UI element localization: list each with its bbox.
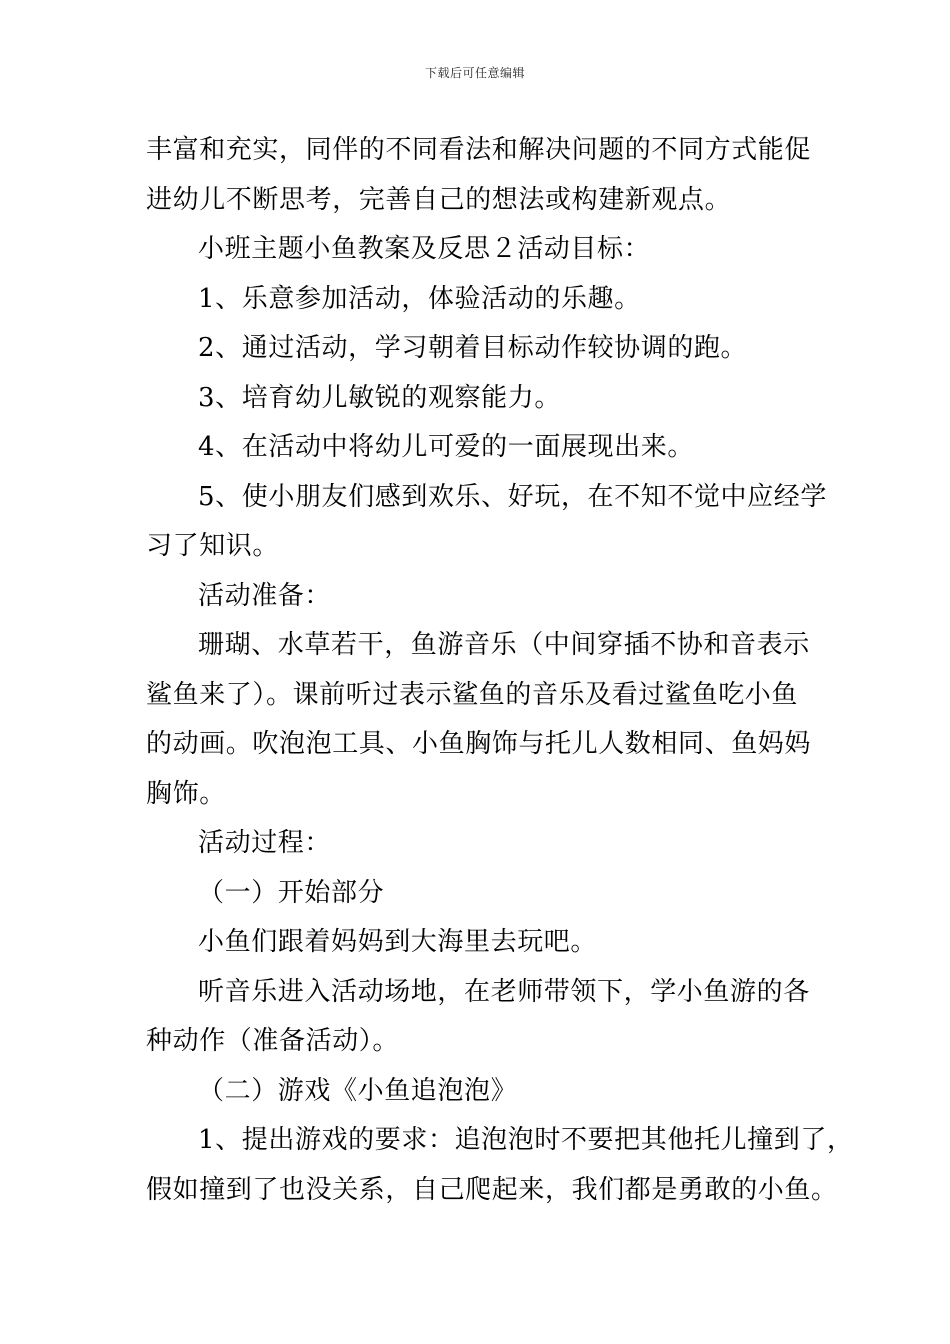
text-line: 小鱼们跟着妈妈到大海里去玩吧。 bbox=[198, 927, 598, 957]
list-item: 1、提出游戏的要求：追泡泡时不要把其他托儿撞到了， bbox=[198, 1125, 854, 1155]
page-header: 下载后可任意编辑 bbox=[424, 66, 525, 80]
list-item: 4、在活动中将幼儿可爱的一面展现出来。 bbox=[198, 432, 694, 462]
list-item: 1、乐意参加活动，体验活动的乐趣。 bbox=[198, 283, 641, 314]
section-heading-objectives: 小班主题小鱼教案及反思２活动目标： bbox=[198, 234, 651, 264]
section-heading-process: 活动过程： bbox=[198, 828, 332, 858]
text-line: 进幼儿不断思考，完善自己的想法或构建新观点。 bbox=[146, 184, 732, 215]
document-body bbox=[146, 126, 854, 1215]
subsection-heading: （一）开始部分 bbox=[198, 877, 385, 908]
text-line: 种动作（准备活动）。 bbox=[146, 1026, 400, 1056]
list-item: 2、通过活动，学习朝着目标动作较协调的跑。 bbox=[198, 333, 748, 363]
section-heading-preparation: 活动准备： bbox=[198, 580, 332, 611]
text-line: 珊瑚、水草若干，鱼游音乐（中间穿插不协和音表示 bbox=[198, 630, 810, 660]
text-line: 假如撞到了也没关系，自己爬起来，我们都是勇敢的小鱼。 bbox=[146, 1174, 838, 1205]
text-line: 胸饰。 bbox=[146, 778, 226, 809]
text-line: 的动画。吹泡泡工具、小鱼胸饰与托儿人数相同、鱼妈妈 bbox=[146, 729, 812, 759]
list-item: 3、培育幼儿敏锐的观察能力。 bbox=[198, 382, 561, 413]
text-line: 鲨鱼来了）。课前听过表示鲨鱼的音乐及看过鲨鱼吃小鱼 bbox=[146, 679, 799, 710]
text-line: 听音乐进入活动场地，在老师带领下，学小鱼游的各 bbox=[198, 976, 810, 1007]
subsection-heading: （二）游戏《小鱼追泡泡》 bbox=[198, 1075, 518, 1106]
list-item: 5、使小朋友们感到欢乐、好玩，在不知不觉中应经学 bbox=[198, 481, 827, 512]
text-line: 丰富和充实，同伴的不同看法和解决问题的不同方式能促 bbox=[146, 135, 812, 165]
text-line: 习了知识。 bbox=[146, 531, 280, 561]
